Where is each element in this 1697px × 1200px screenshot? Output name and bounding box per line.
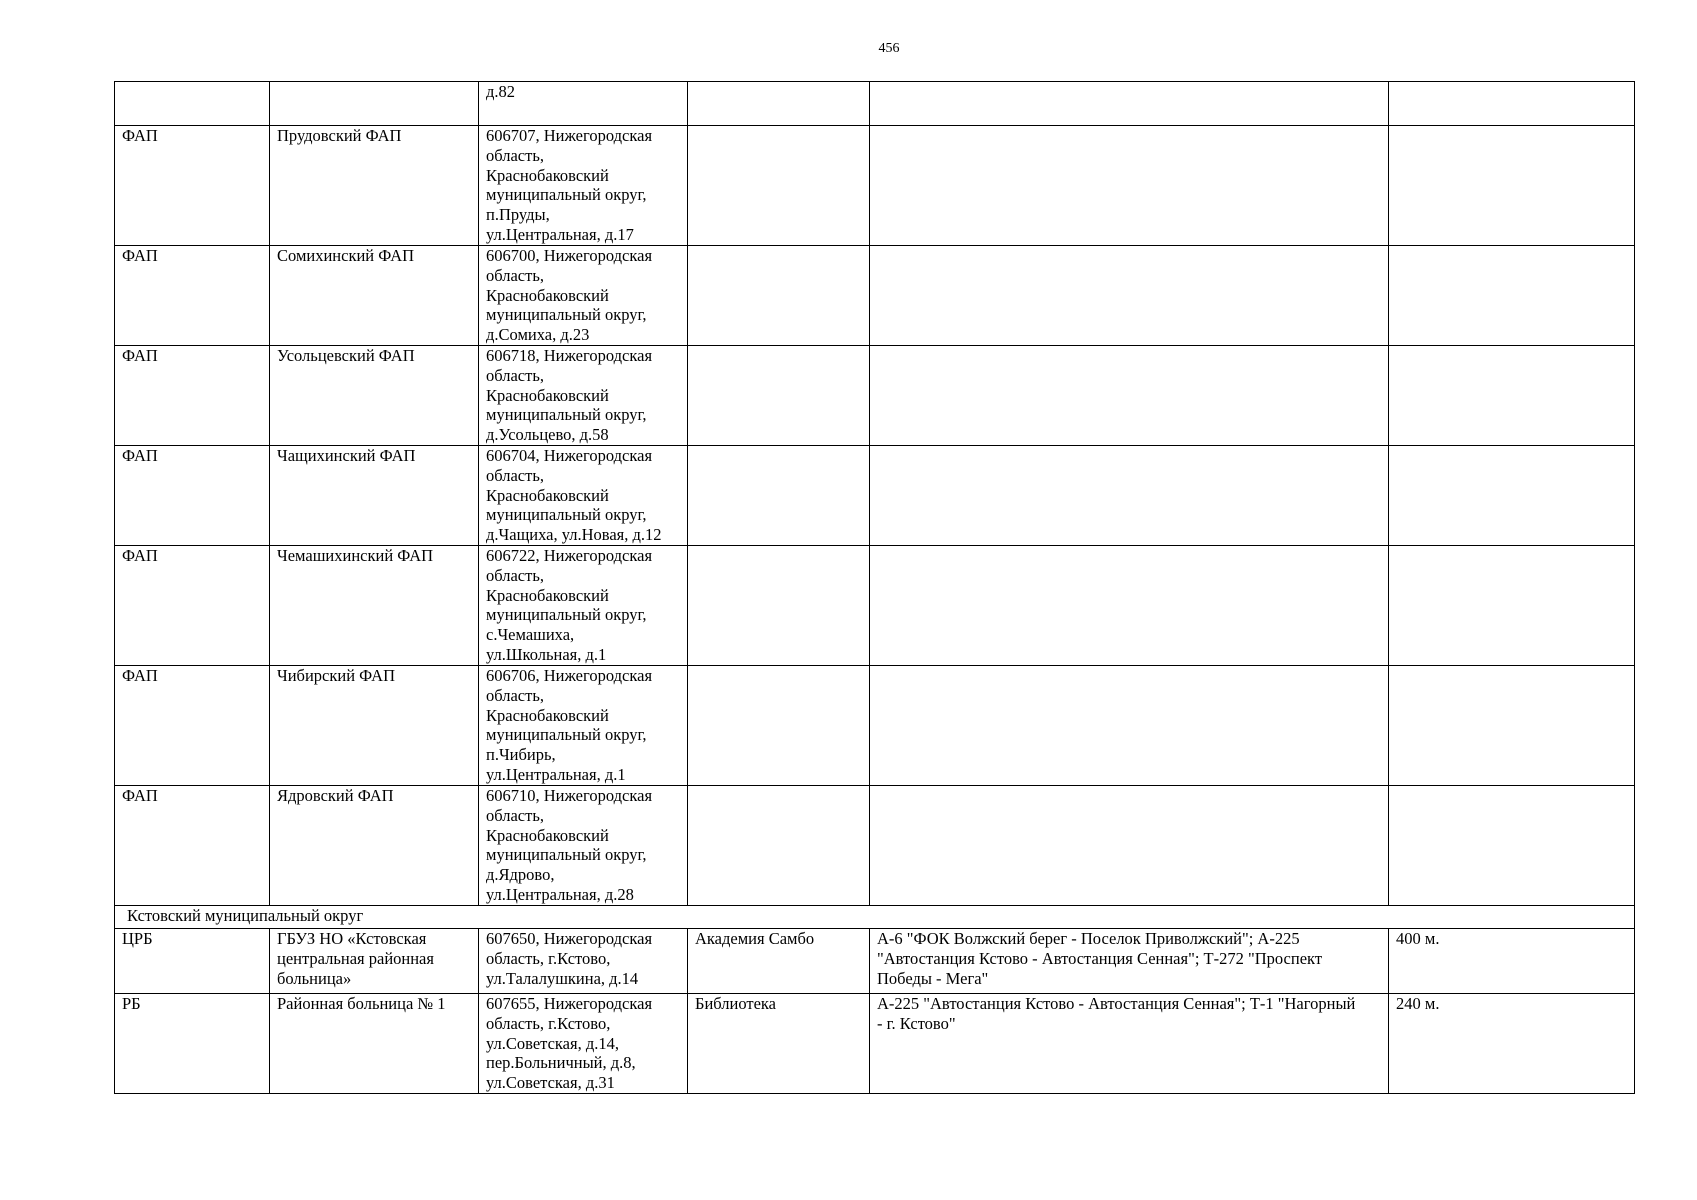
cell-routes <box>870 126 1389 246</box>
cell-name <box>270 546 479 666</box>
cell-line: А-6 "ФОК Волжский берег - Поселок Приволжский"; А-225 <box>877 929 1300 948</box>
cell-line: ФАП <box>122 786 158 805</box>
cell-type <box>115 126 270 246</box>
cell-line: д.Чащиха, ул.Новая, д.12 <box>486 525 662 545</box>
cell-object <box>688 246 870 346</box>
cell-line: д.82 <box>486 82 516 101</box>
cell-name <box>270 666 479 786</box>
cell-line: Краснобаковский <box>486 385 609 405</box>
cell-line: с.Чемашиха, <box>486 625 575 645</box>
cell-line: область, <box>486 805 544 825</box>
cell-line: Академия Самбо <box>695 929 815 948</box>
cell-line: больница» <box>277 968 352 988</box>
cell-line: ФАП <box>122 246 158 265</box>
cell-line: ФАП <box>122 346 158 365</box>
cell-address <box>479 82 688 126</box>
cell-routes <box>870 666 1389 786</box>
cell-line: ФАП <box>122 126 158 145</box>
cell-line: ул.Центральная, д.28 <box>486 884 634 904</box>
cell-line: область, г.Кстово, <box>486 1013 611 1033</box>
cell-line: муниципальный округ, <box>486 505 647 525</box>
section-row <box>115 906 1635 929</box>
cell-line: муниципальный округ, <box>486 845 647 865</box>
cell-line: д.Сомиха, д.23 <box>486 325 590 345</box>
cell-line: ФАП <box>122 546 158 565</box>
cell-name <box>270 82 479 126</box>
section-heading: Кстовский муниципальный округ <box>115 906 1635 929</box>
cell-line: п.Пруды, <box>486 205 550 225</box>
cell-distance <box>1389 994 1635 1094</box>
cell-line: муниципальный округ, <box>486 405 647 425</box>
cell-line: РБ <box>122 994 141 1013</box>
cell-address <box>479 994 688 1094</box>
cell-type <box>115 994 270 1094</box>
cell-address <box>479 246 688 346</box>
cell-routes <box>870 994 1389 1094</box>
table-row <box>115 126 1635 246</box>
cell-name <box>270 786 479 906</box>
cell-line: муниципальный округ, <box>486 605 647 625</box>
cell-type <box>115 786 270 906</box>
cell-type <box>115 446 270 546</box>
cell-distance <box>1389 929 1635 994</box>
cell-line: ул.Школьная, д.1 <box>486 644 607 664</box>
cell-line: п.Чибирь, <box>486 745 556 765</box>
cell-name <box>270 126 479 246</box>
cell-address <box>479 126 688 246</box>
cell-line: область, <box>486 145 544 165</box>
table-row <box>115 246 1635 346</box>
cell-line: Краснобаковский <box>486 485 609 505</box>
cell-address <box>479 786 688 906</box>
cell-line: 607655, Нижегородская <box>486 994 653 1013</box>
cell-line: Краснобаковский <box>486 825 609 845</box>
cell-distance <box>1389 82 1635 126</box>
cell-line: ул.Центральная, д.17 <box>486 224 634 244</box>
cell-routes <box>870 546 1389 666</box>
cell-type <box>115 929 270 994</box>
cell-line: область, <box>486 265 544 285</box>
cell-line: Чемашихинский ФАП <box>277 546 434 565</box>
cell-line: область, <box>486 465 544 485</box>
cell-line: Чащихинский ФАП <box>277 446 416 465</box>
cell-line: Ядровский ФАП <box>277 786 394 805</box>
cell-line: 606707, Нижегородская <box>486 126 653 145</box>
cell-object <box>688 346 870 446</box>
cell-line: муниципальный округ, <box>486 185 647 205</box>
cell-object <box>688 786 870 906</box>
cell-routes <box>870 82 1389 126</box>
cell-type <box>115 246 270 346</box>
cell-line: Чибирский ФАП <box>277 666 395 685</box>
cell-line: центральная районная <box>277 948 434 968</box>
cell-line: д.Ядрово, <box>486 865 555 885</box>
cell-distance <box>1389 346 1635 446</box>
table-row <box>115 994 1635 1094</box>
cell-line: муниципальный округ, <box>486 725 647 745</box>
cell-type <box>115 82 270 126</box>
cell-line: Краснобаковский <box>486 285 609 305</box>
cell-routes <box>870 246 1389 346</box>
table-row <box>115 666 1635 786</box>
table-row <box>115 82 1635 126</box>
cell-distance <box>1389 126 1635 246</box>
cell-line: Районная больница № 1 <box>277 994 446 1013</box>
cell-line: 240 м. <box>1396 994 1440 1013</box>
cell-line: 606722, Нижегородская <box>486 546 653 565</box>
cell-line: 606700, Нижегородская <box>486 246 653 265</box>
cell-line: 606710, Нижегородская <box>486 786 653 805</box>
cell-line: Сомихинский ФАП <box>277 246 415 265</box>
cell-address <box>479 446 688 546</box>
cell-line: ул.Советская, д.14, <box>486 1033 619 1053</box>
cell-line: Победы - Мега" <box>877 968 989 988</box>
cell-object <box>688 126 870 246</box>
document-table <box>114 81 1635 1094</box>
cell-distance <box>1389 246 1635 346</box>
cell-line: Краснобаковский <box>486 705 609 725</box>
table-row <box>115 546 1635 666</box>
page-number: 456 <box>878 41 900 56</box>
cell-line: область, <box>486 685 544 705</box>
cell-name <box>270 246 479 346</box>
cell-object <box>688 666 870 786</box>
cell-line: 606704, Нижегородская <box>486 446 653 465</box>
cell-object <box>688 446 870 546</box>
cell-line: область, <box>486 365 544 385</box>
cell-line: ул.Талалушкина, д.14 <box>486 968 639 988</box>
table-row <box>115 929 1635 994</box>
cell-line: ГБУЗ НО «Кстовская <box>277 929 427 948</box>
cell-name <box>270 446 479 546</box>
cell-line: ФАП <box>122 666 158 685</box>
cell-line: область, г.Кстово, <box>486 948 611 968</box>
cell-line: Краснобаковский <box>486 585 609 605</box>
cell-routes <box>870 346 1389 446</box>
cell-type <box>115 346 270 446</box>
table-row <box>115 346 1635 446</box>
cell-line: Краснобаковский <box>486 165 609 185</box>
cell-line: муниципальный округ, <box>486 305 647 325</box>
cell-distance <box>1389 786 1635 906</box>
cell-routes <box>870 929 1389 994</box>
cell-object <box>688 994 870 1094</box>
cell-name <box>270 929 479 994</box>
cell-distance <box>1389 666 1635 786</box>
cell-routes <box>870 446 1389 546</box>
table-row <box>115 786 1635 906</box>
cell-routes <box>870 786 1389 906</box>
cell-name <box>270 994 479 1094</box>
cell-object <box>688 82 870 126</box>
cell-address <box>479 929 688 994</box>
cell-line: Усольцевский ФАП <box>277 346 415 365</box>
cell-line: "Автостанция Кстово - Автостанция Сенная"; Т-272 "Проспект <box>877 948 1323 968</box>
cell-type <box>115 546 270 666</box>
cell-line: ул.Центральная, д.1 <box>486 764 626 784</box>
cell-distance <box>1389 446 1635 546</box>
cell-address <box>479 666 688 786</box>
table-row <box>115 446 1635 546</box>
cell-address <box>479 546 688 666</box>
cell-line: 400 м. <box>1396 929 1440 948</box>
cell-line: область, <box>486 565 544 585</box>
cell-line: д.Усольцево, д.58 <box>486 425 609 445</box>
cell-line: ЦРБ <box>122 929 153 948</box>
cell-line: А-225 "Автостанция Кстово - Автостанция Сенная"; Т-1 "Нагорный <box>877 994 1356 1013</box>
cell-type <box>115 666 270 786</box>
cell-line: 606706, Нижегородская <box>486 666 653 685</box>
cell-line: Библиотека <box>695 994 777 1013</box>
cell-line: ул.Советская, д.31 <box>486 1073 615 1093</box>
cell-object <box>688 546 870 666</box>
cell-line: ФАП <box>122 446 158 465</box>
cell-name <box>270 346 479 446</box>
cell-address <box>479 346 688 446</box>
cell-line: Прудовский ФАП <box>277 126 402 145</box>
cell-object <box>688 929 870 994</box>
cell-line: пер.Больничный, д.8, <box>486 1053 636 1073</box>
cell-line: - г. Кстово" <box>877 1013 956 1033</box>
cell-distance <box>1389 546 1635 666</box>
cell-line: 606718, Нижегородская <box>486 346 653 365</box>
cell-line: 607650, Нижегородская <box>486 929 653 948</box>
